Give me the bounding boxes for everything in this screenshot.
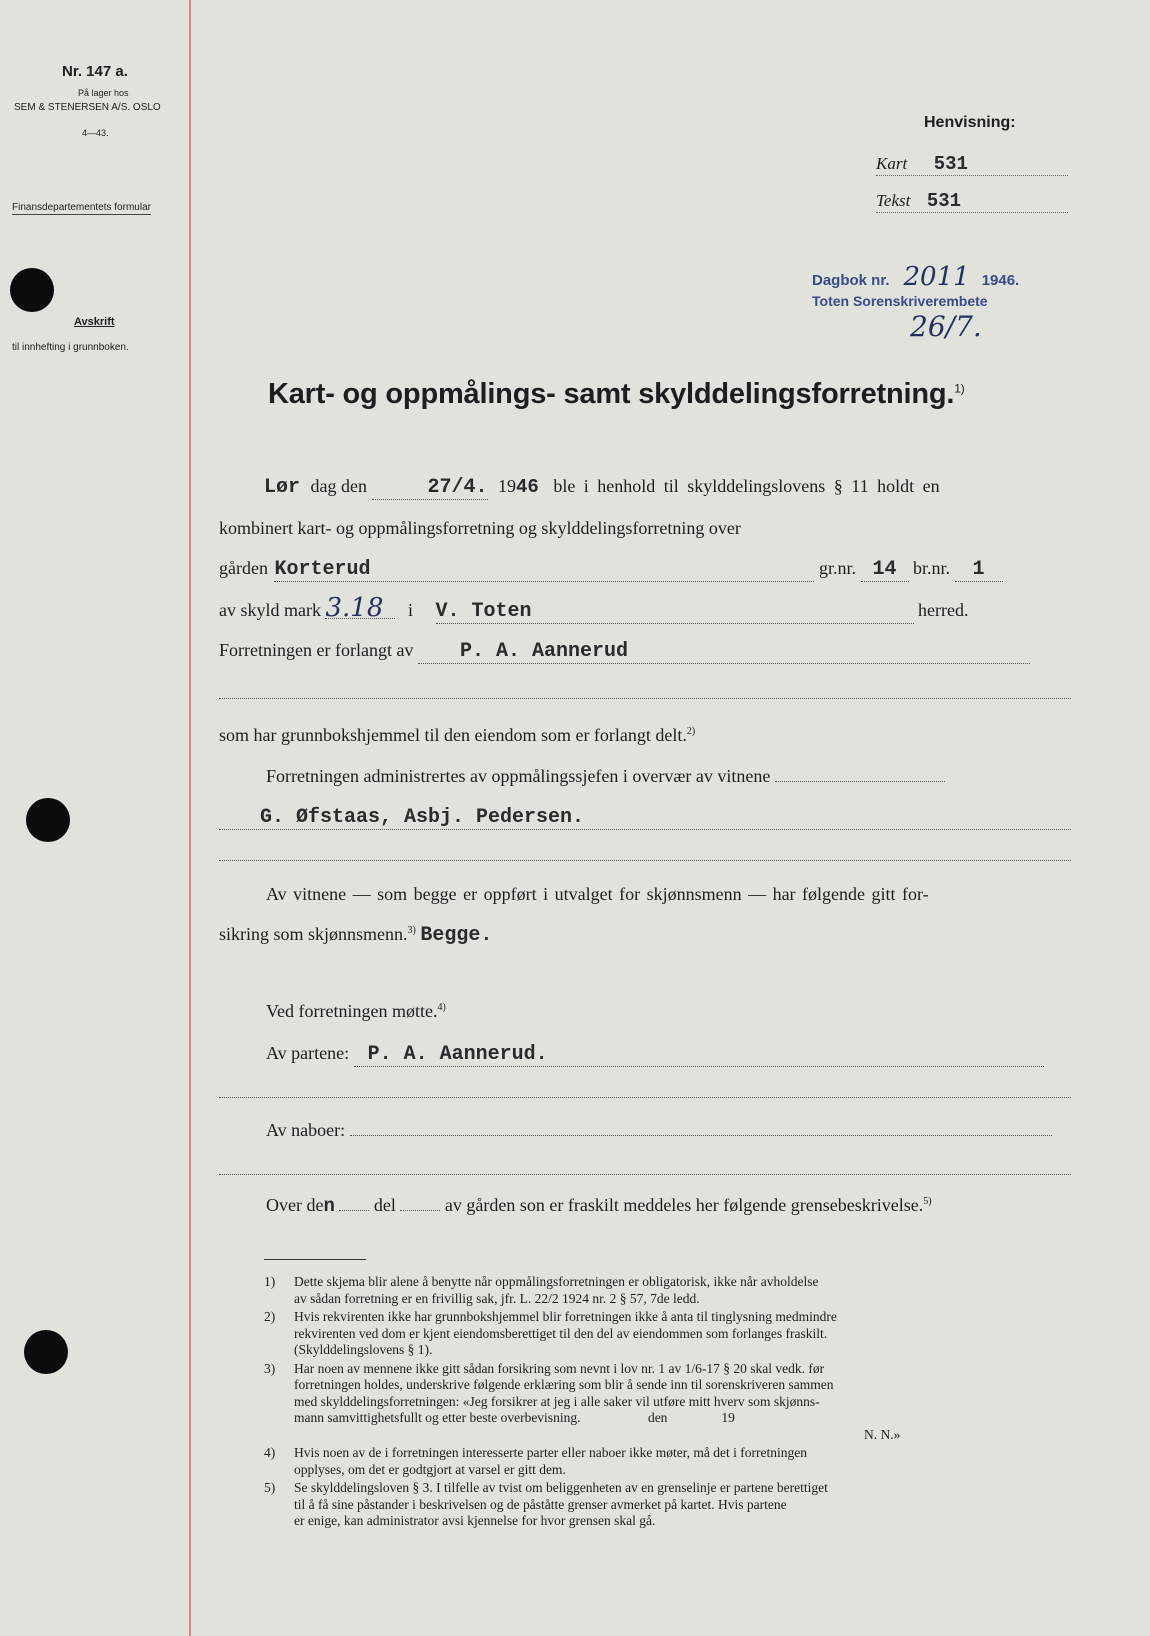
footnote-2: [264, 1309, 1072, 1359]
neighbours-label: Av naboer:: [266, 1120, 346, 1140]
kart-label: Kart: [876, 154, 908, 173]
year-suffix: 46: [516, 476, 539, 498]
title-text: Kart- og oppmålings- samt skylddelingsforretning.: [268, 378, 955, 410]
footnote-mark: 3): [264, 1360, 276, 1376]
footnote-mark: 4): [264, 1445, 276, 1460]
footnote-4: [264, 1445, 1072, 1478]
body-line-4: [219, 593, 1069, 624]
bnr-label: br.nr.: [913, 558, 951, 578]
footnote-1: [264, 1274, 1072, 1307]
date-value: 27/4.: [372, 476, 488, 500]
mark-label: av skyld mark: [219, 600, 321, 620]
printer-line-2: SEM & STENERSEN A/S. OSLO: [14, 102, 161, 113]
in-label: i: [407, 600, 413, 620]
day-label: dag den: [310, 476, 367, 496]
boundary-text: av gården son er fraskilt meddeles her følgende grensebeskrivelse.: [444, 1195, 924, 1215]
footnote-line: Hvis noen av de i forretningen interesserte parter eller naboer ikke møter, må det i forretningen: [294, 1445, 808, 1460]
punch-hole-bottom: [24, 1330, 68, 1374]
attended-text: Ved forretningen møtte.: [266, 1001, 438, 1021]
parties-value: P. A. Aannerud.: [354, 1043, 1044, 1067]
body-line-5: [219, 640, 1071, 664]
printer-line-1: På lager hos: [78, 88, 129, 98]
gnr-label: gr.nr.: [818, 558, 856, 578]
farm-name: Korterud: [274, 558, 814, 582]
kart-value: 531: [933, 153, 968, 175]
stamp-year: 1946.: [981, 272, 1020, 289]
punch-hole-top: [10, 268, 54, 312]
margin-rule: [189, 0, 191, 1636]
gnr-value: 14: [861, 558, 909, 582]
form-origin: Finansdepartementets formular: [12, 202, 151, 213]
footnote-mark: 1): [264, 1274, 276, 1289]
body-line-2: kombinert kart- og oppmålingsforretning og skylddelingsforretning over: [219, 518, 741, 538]
footnote-line: forretningen holdes, underskrive følgende erklæring som blir å sende inn til sorenskriveren sammen: [294, 1377, 834, 1392]
diary-stamp: [812, 262, 1019, 292]
footnote-line: Har noen av mennene ikke gitt sådan forsikring som nevnt i lov nr. 1 av 1/6-17 § 20 skal vedk. før: [294, 1360, 825, 1376]
skjonn-text: sikring som skjønnsmenn.: [219, 924, 408, 944]
form-number: Nr. 147 a.: [62, 63, 128, 80]
over-typed: n: [323, 1195, 335, 1217]
stamp-prefix: Dagbok nr.: [812, 272, 890, 289]
title-note: 1): [954, 381, 965, 396]
blank-line-1: [219, 698, 1071, 699]
copy-note: til innhefting i grunnboken.: [12, 342, 129, 353]
body-line-3: [219, 558, 1047, 582]
footnotes: [264, 1274, 1072, 1530]
hjemmel-text: som har grunnbokshjemmel til den eiendom som er forlangt delt.: [219, 725, 687, 745]
footnote-line: Dette skjema blir alene å benytte når oppmålingsforretningen er obligatorisk, ikke når avholdelse: [294, 1274, 819, 1289]
tekst-row: [876, 190, 1068, 213]
footnote-line: med skylddelingsforretningen: «Jeg forsikrer at jeg i alle saker vil utføre mitt hverv som skjønns-: [294, 1393, 820, 1409]
body-line-12: [266, 1043, 1071, 1067]
bnr-value: 1: [955, 558, 1003, 582]
footnote-line: (Skylddelingslovens § 1).: [294, 1342, 433, 1357]
blank-line-2: [219, 860, 1071, 861]
copy-label: Avskrift: [74, 316, 115, 328]
body-line-10: [219, 924, 492, 947]
footnote-mark: 5): [264, 1480, 276, 1495]
year-prefix: 19: [498, 476, 516, 496]
blank-line-3: [219, 1097, 1071, 1098]
body-line-11: [266, 1001, 446, 1022]
footnote-line: N. N.»: [864, 1426, 901, 1442]
printer-date: 4—43.: [82, 128, 109, 138]
footnote-3: [264, 1361, 1072, 1444]
hjemmel-note: 2): [686, 726, 696, 737]
footnote-line: opplyses, om det er godtgjort at varsel er gitt dem.: [294, 1461, 566, 1477]
admin-text: Forretningen administrertes av oppmålingssjefen i overvær av vitnene: [266, 766, 771, 786]
footnote-mark: 2): [264, 1309, 276, 1324]
witnesses: G. Øfstaas, Asbj. Pedersen.: [219, 806, 1071, 830]
footnote-5: [264, 1480, 1072, 1530]
tekst-value: 531: [926, 190, 962, 212]
requester-label: Forretningen er forlangt av: [219, 640, 414, 660]
herred-label: herred.: [918, 600, 969, 620]
attended-note: 4): [437, 1002, 446, 1013]
body-line-7: [266, 766, 1071, 787]
footnote-separator: [264, 1259, 366, 1260]
footnote-line: til å få sine påstander i beskrivelsen og de påståtte grenser avmerket på kartet. Hvis partene: [294, 1496, 787, 1512]
del-label: del: [373, 1195, 396, 1215]
body-line-14: [266, 1195, 932, 1217]
skjonn-typed: Begge.: [420, 924, 493, 947]
blank-line-4: [219, 1174, 1071, 1175]
body-line-9: Av vitnene — som begge er oppført i utvalget for skjønnsmenn — har følgende gitt for-: [266, 884, 929, 904]
kart-row: [876, 153, 1068, 176]
over-label: Over de: [266, 1195, 324, 1215]
reference-heading: Henvisning:: [924, 114, 1016, 131]
body-line-13: [266, 1120, 1071, 1141]
body-line-6: [219, 725, 695, 746]
tekst-label: Tekst: [876, 191, 911, 210]
farm-label: gården: [219, 558, 268, 578]
footnote-line: mann samvittighetsfullt og etter beste overbevisning. den 19: [294, 1410, 735, 1425]
boundary-note: 5): [923, 1196, 932, 1207]
stamp-number: 2011: [903, 262, 970, 292]
body-line-1: [264, 476, 940, 500]
requester-name: P. A. Aannerud: [418, 640, 1030, 664]
parties-label: Av partene:: [266, 1043, 350, 1063]
line1-rest: ble i henhold til skylddelingslovens § 11 holdt en: [553, 476, 940, 496]
footnote-line: rekvirenten ved dom er kjent eiendomsberettiget til den del av eiendommen som forlanges fraskilt.: [294, 1325, 828, 1341]
footnote-line: av sådan forretning er en frivillig sak, jfr. L. 22/2 1924 nr. 2 § 57, 7de ledd.: [294, 1290, 700, 1306]
skjonn-note: 3): [407, 925, 416, 936]
page-title: [268, 378, 965, 411]
punch-hole-middle: [26, 798, 70, 842]
municipality: V. Toten: [436, 600, 914, 624]
stamp-office: Toten Sorenskriverembete: [812, 293, 988, 309]
footnote-line: Hvis rekvirenten ikke har grunnbokshjemmel blir forretningen ikke å anta til tinglysning medmindre: [294, 1309, 837, 1324]
weekday: Lør: [264, 476, 301, 499]
mark-value: 3.18: [325, 598, 395, 619]
footnote-line: er enige, kan administrator avsi kjennelse for hvor grensen skal gå.: [294, 1513, 656, 1528]
stamp-date: 26/7.: [910, 310, 982, 343]
footnote-line: Se skylddelingsloven § 3. I tilfelle av tvist om beliggenheten av en grenselinje er partene berettiget: [294, 1480, 828, 1495]
